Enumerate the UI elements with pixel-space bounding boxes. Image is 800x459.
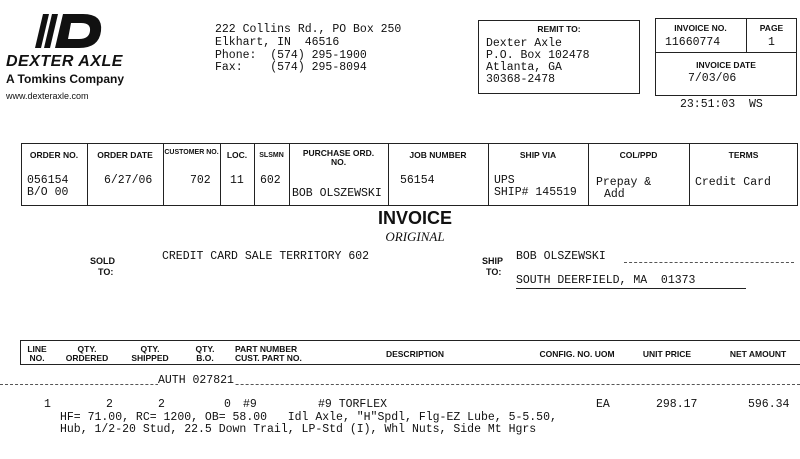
remit-to-label: REMIT TO: — [537, 24, 581, 34]
remit-line1: Dexter Axle — [486, 37, 562, 50]
qty-shipped-header: QTY. SHIPPED — [131, 344, 169, 363]
order-date-value: 6/27/06 — [104, 174, 153, 187]
unit-price-header: UNIT PRICE — [642, 349, 692, 359]
remit-line4: 30368-2478 — [486, 73, 556, 86]
part-number-header: PART NUMBER CUST. PART NO. — [235, 344, 302, 363]
invoice-date-label: INVOICE DATE — [696, 60, 756, 70]
page-label: PAGE — [759, 23, 784, 33]
company-tagline: A Tomkins Company — [6, 72, 125, 86]
slsmn-value: 602 — [260, 174, 281, 187]
ship-to-label: SHIP — [482, 256, 504, 266]
sold-to-label: SOLD — [90, 256, 116, 266]
auth-number: AUTH 027821 — [158, 374, 234, 387]
item-qty-shipped: 2 — [158, 398, 165, 411]
job-number-value: 56154 — [400, 174, 435, 187]
invoice-title: INVOICE — [377, 208, 452, 228]
company-fax: Fax: (574) 295-8094 — [215, 61, 367, 74]
qty-bo-header: QTY. B.O. — [195, 344, 215, 363]
ship-to-line1: BOB OLSZEWSKI — [516, 250, 606, 263]
net-amount-header: NET AMOUNT — [729, 349, 787, 359]
remit-line3: Atlanta, GA — [486, 61, 562, 74]
ship-via-header: SHIP VIA — [519, 150, 557, 160]
po-value: BOB OLSZEWSKI — [292, 187, 382, 200]
loc-header: LOC. — [226, 150, 248, 160]
col-ppd-value2: Add — [604, 188, 625, 201]
customer-no-value: 702 — [190, 174, 211, 187]
item-qty-ordered: 2 — [106, 398, 113, 411]
sold-to-value: CREDIT CARD SALE TERRITORY 602 — [162, 250, 370, 263]
item-detail-line2: Hub, 1/2-20 Stud, 22.5 Down Trail, LP-Std (I), Whl Nuts, Side Mt Hgrs — [60, 423, 537, 436]
description-header: DESCRIPTION — [385, 349, 445, 359]
ship-to-label2: TO: — [486, 267, 502, 277]
loc-value: 11 — [230, 174, 244, 187]
col-ppd-value: Prepay & — [596, 176, 652, 189]
remit-line2: P.O. Box 102478 — [486, 49, 590, 62]
line-no-header: LINE NO. — [27, 344, 47, 363]
qty-ordered-header: QTY. ORDERED — [65, 344, 109, 363]
company-name: DEXTER AXLE — [6, 53, 123, 70]
slsmn-header: SLSMN — [259, 152, 284, 159]
po-header: PURCHASE ORD. NO. — [302, 148, 375, 167]
page-value: 1 — [768, 36, 775, 49]
ship-via-value2: SHIP# 145519 — [494, 186, 577, 199]
company-address-line2: Elkhart, IN 46516 — [215, 36, 340, 49]
invoice-date-value: 7/03/06 — [688, 72, 737, 85]
invoice-subtitle: ORIGINAL — [385, 229, 445, 244]
item-unit-price: 298.17 — [656, 398, 698, 411]
sold-to-label2: TO: — [98, 267, 114, 277]
company-phone: Phone: (574) 295-1900 — [215, 49, 367, 62]
item-description: #9 TORFLEX — [318, 398, 388, 411]
invoice-no-value: 11660774 — [665, 36, 721, 49]
terms-header: TERMS — [728, 150, 759, 160]
ship-to-line2: SOUTH DEERFIELD, MA 01373 — [516, 274, 696, 287]
ship-via-value: UPS — [494, 174, 515, 187]
config-uom-header: CONFIG. NO. UOM — [539, 349, 615, 359]
order-no-header: ORDER NO. — [29, 150, 79, 160]
order-date-header: ORDER DATE — [97, 150, 153, 160]
item-qty-bo: 0 — [224, 398, 231, 411]
customer-no-header: CUSTOMER NO. — [164, 149, 219, 156]
company-website: www.dexteraxle.com — [6, 91, 89, 101]
dexter-logo-icon — [35, 12, 103, 50]
company-address-line1: 222 Collins Rd., PO Box 250 — [215, 23, 402, 36]
invoice-time: 23:51:03 WS — [680, 98, 763, 111]
item-line-no: 1 — [44, 398, 51, 411]
item-net-amount: 596.34 — [748, 398, 790, 411]
item-uom: EA — [596, 398, 610, 411]
order-no-value2: B/O 00 — [27, 186, 69, 199]
terms-value: Credit Card — [695, 176, 771, 189]
invoice-no-label: INVOICE NO. — [674, 23, 727, 33]
job-number-header: JOB NUMBER — [409, 150, 467, 160]
order-no-value: 056154 — [27, 174, 69, 187]
col-ppd-header: COL/PPD — [619, 150, 658, 160]
item-detail-line1: HF= 71.00, RC= 1200, OB= 58.00 Idl Axle, "H"Spdl, Flg-EZ Lube, 5-5.50, — [60, 411, 557, 424]
item-part-number: #9 — [243, 398, 257, 411]
